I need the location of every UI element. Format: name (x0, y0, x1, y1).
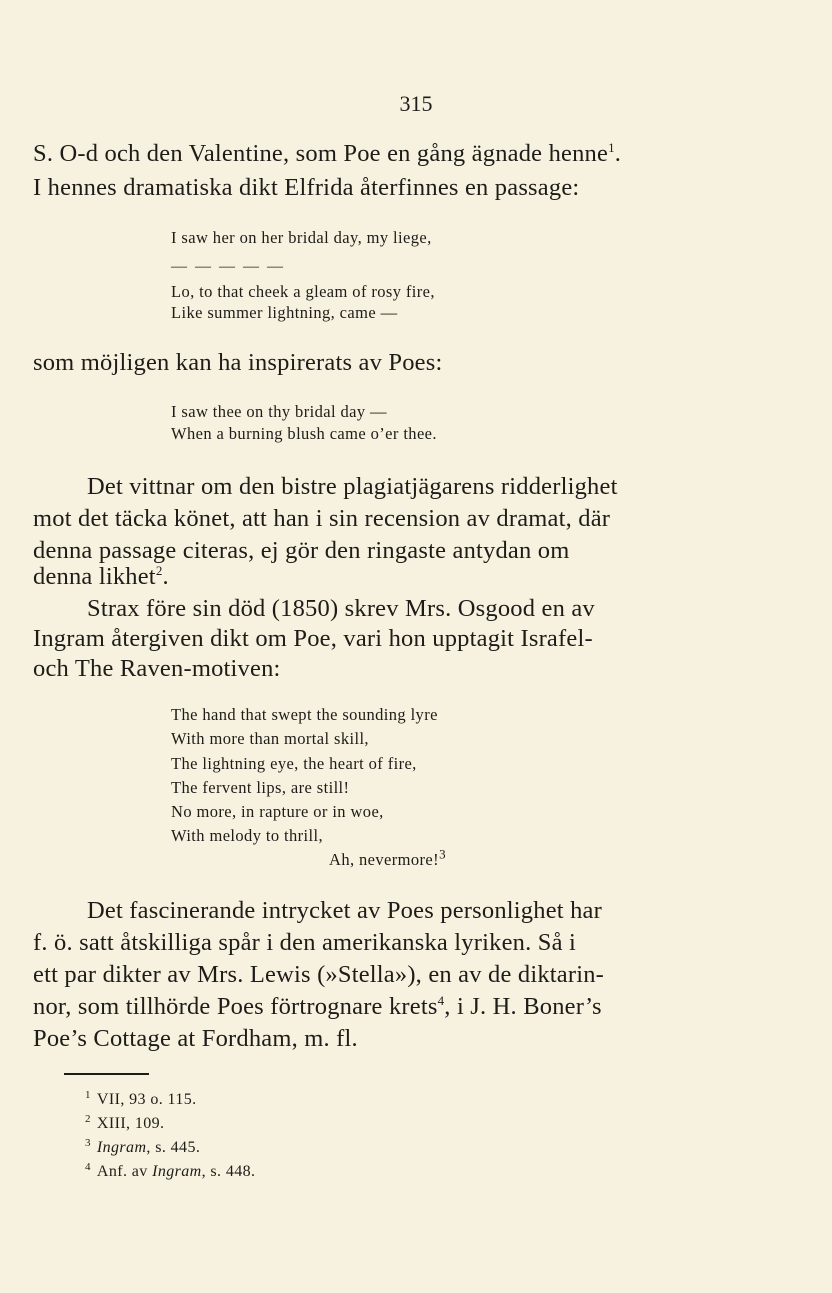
verse-line: Lo, to that cheek a gleam of rosy fire, (171, 282, 435, 301)
footnote-divider (64, 1073, 149, 1075)
verse-line: With more than mortal skill, (171, 729, 369, 748)
verse-line: I saw thee on thy bridal day — (171, 402, 387, 421)
verse-ellipsis: — — — — — (171, 258, 285, 275)
verse-line: I saw her on her bridal day, my liege, (171, 228, 432, 247)
text-line: Ingram återgiven dikt om Poe, vari hon upptagit Israfel- (33, 625, 593, 652)
footnote-ref: 3 (439, 846, 446, 862)
footnote-ref: 1 (608, 139, 615, 155)
verse-line: With melody to thrill, (171, 826, 324, 845)
verse-line: Ah, nevermore!$^3$ (329, 846, 446, 869)
verse-line: No more, in rapture or in woe, (171, 802, 384, 821)
footnote: $^2$ XIII, 109. (85, 1113, 165, 1132)
text-line: f. ö. satt åtskilliga spår i den amerikanska lyriken. Så i (33, 929, 576, 956)
text-line: Det fascinerande intrycket av Poes personlighet har (87, 897, 602, 924)
verse-line: When a burning blush came o’er thee. (171, 424, 437, 443)
text-line: Det vittnar om den bistre plagiatjägarens ridderlighet (87, 473, 618, 500)
text-line: som möjligen kan ha inspirerats av Poes: (33, 349, 443, 376)
footnote: $^4$ Anf. av Ingram, s. 448. (85, 1161, 256, 1180)
verse-line: The hand that swept the sounding lyre (171, 705, 438, 724)
text-line: nor, som tillhörde Poes förtrognare krets$^4$, i J. H. Boner’s (33, 992, 602, 1020)
footnote-ref: 4 (437, 992, 445, 1008)
verse-line: Like summer lightning, came — (171, 303, 398, 322)
page-number: 315 (399, 91, 433, 116)
text-line: och The Raven-motiven: (33, 655, 281, 682)
text-line: denna likhet$^2$. (33, 562, 169, 590)
text-line: S. O-d och den Valentine, som Poe en gång ägnade henne$^1$. (33, 139, 622, 167)
verse-line: The lightning eye, the heart of fire, (171, 754, 417, 773)
text-line: Strax före sin död (1850) skrev Mrs. Osgood en av (87, 595, 595, 622)
text-line: I hennes dramatiska dikt Elfrida återfinnes en passage: (33, 174, 580, 201)
text-line: mot det täcka könet, att han i sin recension av dramat, där (33, 505, 611, 532)
verse-line: The fervent lips, are still! (171, 778, 350, 797)
footnote: $^3$ Ingram, s. 445. (85, 1137, 201, 1156)
text-line: denna passage citeras, ej gör den ringaste antydan om (33, 537, 570, 564)
footnote-ref: 2 (155, 562, 163, 578)
text-line: Poe’s Cottage at Fordham, m. fl. (33, 1025, 358, 1052)
text-line: ett par dikter av Mrs. Lewis (»Stella»), en av de diktarin- (33, 961, 605, 988)
footnote: $^1$ VII, 93 o. 115. (85, 1089, 197, 1108)
